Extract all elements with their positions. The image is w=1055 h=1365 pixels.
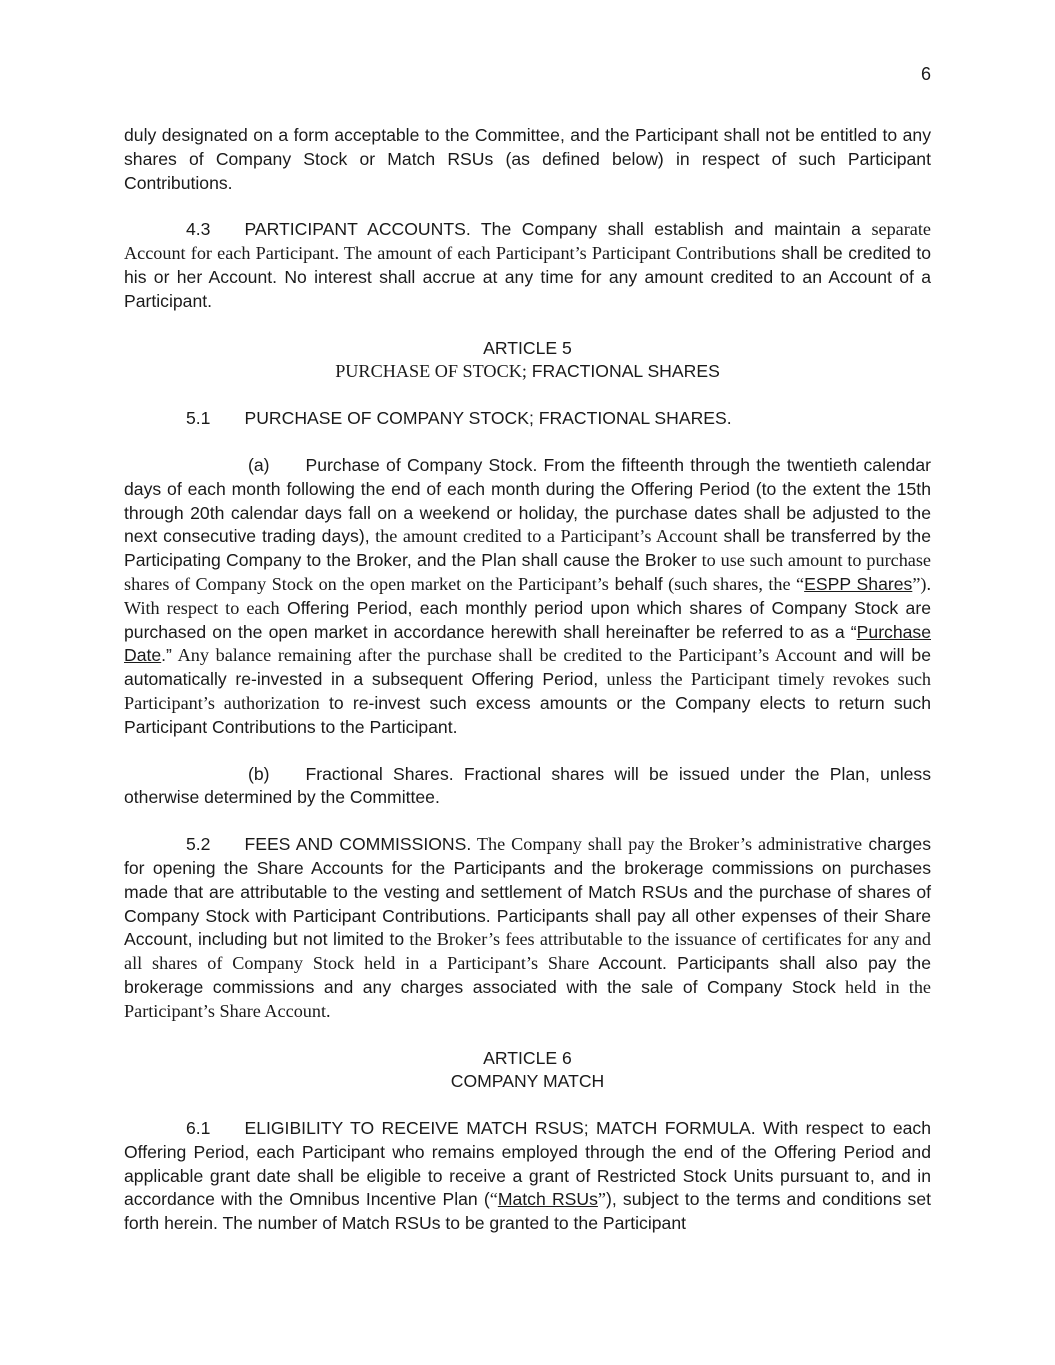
subsection-number: (b): [248, 763, 270, 784]
defined-term-purchase-date: Purchase Date: [124, 621, 931, 666]
section-heading: FEES AND COMMISSIONS.: [244, 834, 472, 855]
defined-term-espp-shares: ESPP Shares: [804, 573, 913, 594]
section-heading: ELIGIBILITY TO RECEIVE MATCH RSUS; MATCH FORMULA.: [244, 1118, 756, 1139]
intro-paragraph: duly designated on a form acceptable to the Committee, and the Participant shall not be entitled to any shares of Company Stock or Match RSUs (as defined below) in respect of such Participant Contributions.: [124, 125, 931, 193]
article-subtitle: COMPANY MATCH: [450, 1071, 605, 1092]
document-body: [124, 124, 931, 1236]
section-heading: PARTICIPANT ACCOUNTS.: [244, 219, 471, 240]
subsection-number: (a): [248, 454, 270, 475]
section-number: 6.1: [186, 1118, 211, 1139]
section-heading: PURCHASE OF COMPANY STOCK; FRACTIONAL SHARES.: [244, 408, 732, 429]
defined-term-match-rsus: Match RSUs: [497, 1189, 598, 1210]
section-number: 4.3: [186, 219, 211, 240]
article-subtitle: PURCHASE OF STOCK; FRACTIONAL SHARES: [335, 361, 720, 382]
article-6-heading: [124, 1047, 931, 1095]
section-5-1: [124, 407, 931, 431]
section-number: 5.1: [186, 408, 211, 429]
article-title: ARTICLE 6: [483, 1047, 572, 1068]
page-number: 6: [920, 64, 931, 84]
section-5-1-b: (b) Fractional Shares. Fractional shares will be issued under the Plan, unless otherwise determined by the Committee.: [124, 763, 931, 808]
section-5-2: 5.2 FEES AND COMMISSIONS. The Company shall pay the Broker’s administrative charges for opening the Share Accounts for the Participants and the brokerage commissions on purchases made that are attributable to the vesting and settlement of Match RSUs and the purchase of shares of Company Stock with Participant Contributions. Participants shall pay all other expenses of their Share Account, including but not limited to the Broker’s fees attributable to the issuance of certificates for any and all shares of Company Stock held in a Participant’s Share Account. Participants shall also pay the brokerage commissions and any charges associated with the sale of Company Stock held in the Participant’s Share Account.: [124, 834, 932, 1021]
article-title: ARTICLE 5: [483, 337, 572, 358]
section-6-1: 6.1 ELIGIBILITY TO RECEIVE MATCH RSUS; MATCH FORMULA. With respect to each Offering Period, each Participant who remains employed through the end of the Offering Period and applicable grant date shall be eligible to receive a grant of Restricted Stock Units pursuant to, and in accordance with the Omnibus Incentive Plan (“Match RSUs”), subject to the terms and conditions set forth herein. The number of Match RSUs to be granted to the Participant: [124, 1118, 932, 1234]
section-number: 5.2: [186, 834, 211, 855]
section-4-3: 4.3 PARTICIPANT ACCOUNTS. The Company shall establish and maintain a separate Account for each Participant. The amount of each Participant’s Participant Contributions shall be credited to his or her Account. No interest shall accrue at any time for any amount credited to an Account of a Participant.: [124, 219, 932, 311]
article-5-heading: [124, 337, 931, 385]
section-5-1-a: (a) Purchase of Company Stock. From the fifteenth through the twentieth calendar days of each month following the end of each month during the Offering Period (to the extent the 15th through 20th calendar days fall on a weekend or holiday, the purchase dates shall be adjusted to the next consecutive trading days), the amount credited to a Participant’s Account shall be transferred by the Participating Company to the Broker, and the Plan shall cause the Broker to use such amount to purchase shares of Company Stock on the open market on the Participant’s behalf (such shares, the “ESPP Shares”). With respect to each Offering Period, each monthly period upon which shares of Company Stock are purchased on the open market in accordance herewith shall hereinafter be referred to as a “Purchase Date.” Any balance remaining after the purchase shall be credited to the Participant’s Account and will be automatically re-invested in a subsequent Offering Period, unless the Participant timely revokes such Participant’s authorization to re-invest such excess amounts or the Company elects to return such Participant Contributions to the Participant.: [124, 454, 932, 737]
